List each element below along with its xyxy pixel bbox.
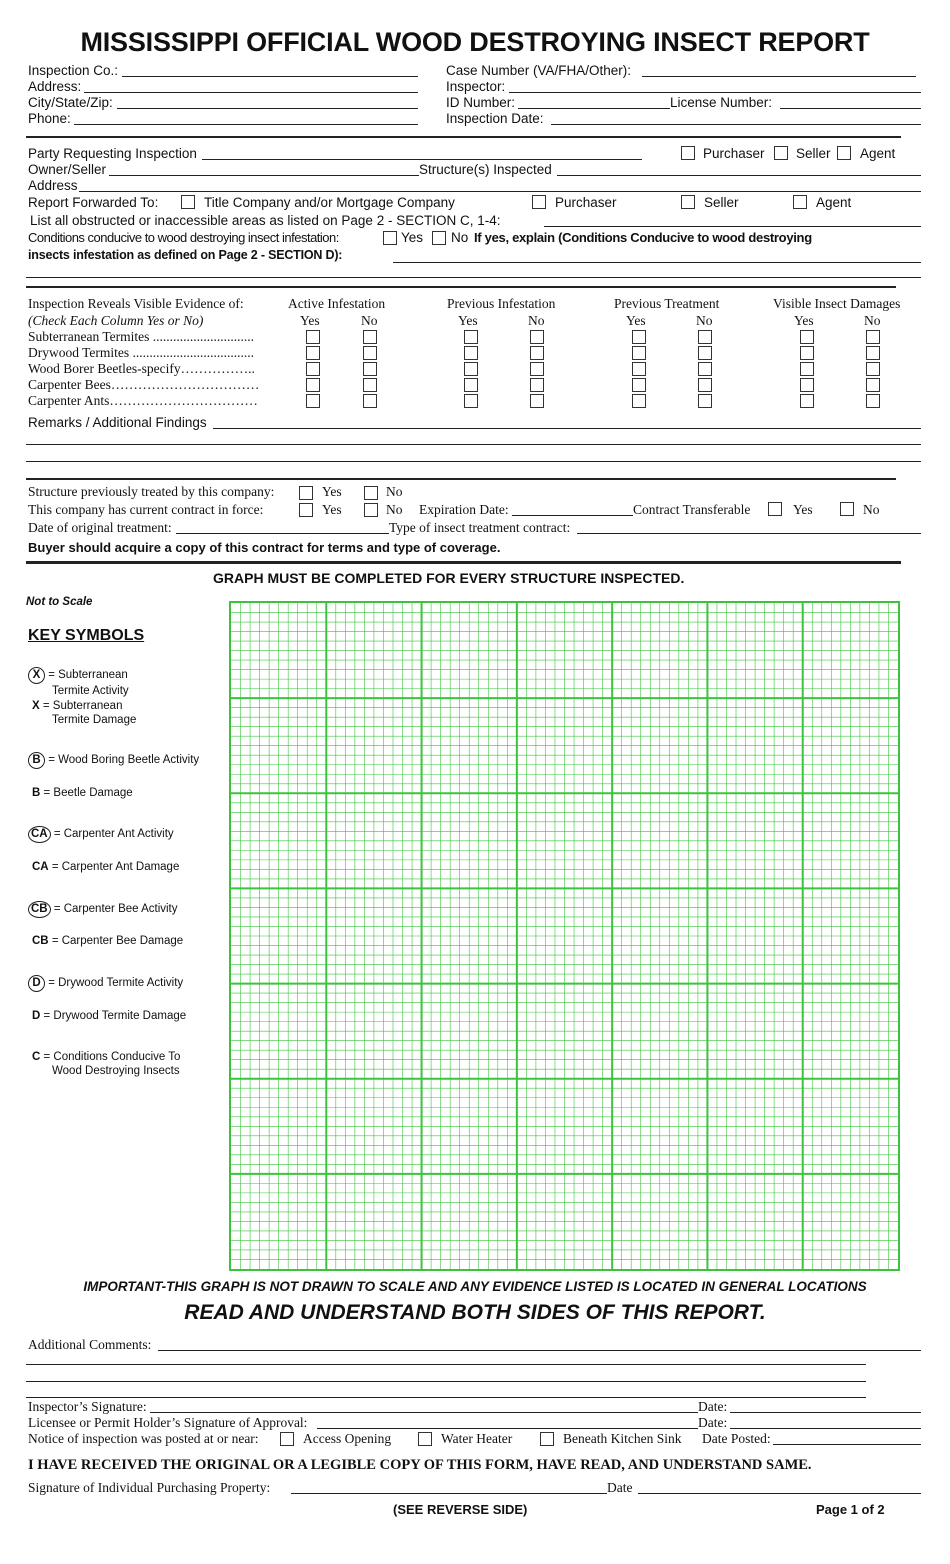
purchasing-date-label: Date	[607, 1480, 633, 1495]
water-heater-label: Water Heater	[441, 1431, 513, 1446]
transferable-yes-label: Yes	[793, 502, 813, 517]
key-symbol-item	[28, 901, 178, 918]
type-contract-field[interactable]	[577, 533, 921, 534]
inspector-signature-field[interactable]	[150, 1412, 698, 1413]
conditions-explain-field-2[interactable]	[26, 277, 921, 278]
key-symbol-desc-2: Termite Activity	[52, 685, 129, 697]
col-previous-infestation: Previous Infestation	[447, 296, 556, 311]
evidence-heading: Inspection Reveals Visible Evidence of:	[28, 296, 244, 311]
address-label: Address:	[28, 79, 82, 94]
col-visible-insect-damages: Visible Insect Damages	[773, 296, 901, 311]
col-active-infestation: Active Infestation	[288, 296, 386, 311]
previously-treated-yes-checkbox[interactable]	[299, 486, 313, 500]
evidence-checkbox[interactable]	[530, 362, 544, 376]
section-divider	[26, 561, 901, 564]
inspector-signature-label: Inspector’s Signature:	[28, 1399, 147, 1414]
party-address-field[interactable]	[79, 191, 921, 192]
section-divider	[26, 286, 896, 288]
evidence-checkbox[interactable]	[800, 362, 814, 376]
if-yes-explain-2: insects infestation as defined on Page 2 - SECTION D):	[28, 248, 343, 262]
case-number-field[interactable]	[642, 76, 916, 77]
evidence-checkbox[interactable]	[363, 362, 377, 376]
conditions-no-checkbox[interactable]	[432, 231, 446, 245]
forward-agent-label: Agent	[816, 195, 852, 210]
id-number-label: ID Number:	[446, 95, 516, 110]
phone-label: Phone:	[28, 111, 71, 126]
evidence-checkbox[interactable]	[363, 346, 377, 360]
evidence-checkbox[interactable]	[800, 346, 814, 360]
remarks-label: Remarks / Additional Findings	[28, 415, 207, 430]
additional-comments-label: Additional Comments:	[28, 1337, 152, 1352]
date-posted-field[interactable]	[773, 1444, 921, 1445]
transferable-label: Contract Transferable	[633, 502, 751, 517]
symbol: D	[32, 1010, 41, 1022]
inspector-date-field[interactable]	[730, 1412, 921, 1413]
current-contract-no-checkbox[interactable]	[364, 503, 378, 517]
water-heater-checkbox[interactable]	[418, 1432, 432, 1446]
evidence-checkbox[interactable]	[698, 378, 712, 392]
inspection-date-field[interactable]	[551, 124, 921, 125]
owner-seller-field[interactable]	[109, 175, 419, 176]
city-state-zip-label: City/State/Zip:	[28, 95, 113, 110]
date-posted-label: Date Posted:	[702, 1431, 771, 1446]
key-symbols-title: KEY SYMBOLS	[28, 627, 145, 644]
address-field[interactable]	[84, 92, 418, 93]
symbol: C	[32, 1051, 41, 1063]
previously-treated-no-checkbox[interactable]	[364, 486, 378, 500]
page-number: Page 1 of 2	[816, 1502, 885, 1517]
key-symbol-desc: = Conditions Conducive To	[40, 1051, 181, 1063]
structure-graph[interactable]	[229, 601, 900, 1271]
col-no-label: No	[528, 313, 545, 328]
evidence-checkbox[interactable]	[632, 346, 646, 360]
inspection-co-field[interactable]	[122, 76, 418, 77]
evidence-checkbox[interactable]	[464, 330, 478, 344]
conditions-yes-label: Yes	[401, 230, 424, 245]
current-contract-no-label: No	[386, 502, 403, 517]
party-requesting-field[interactable]	[202, 159, 642, 160]
circled-symbol: CA	[28, 826, 51, 843]
key-symbol-item	[28, 699, 136, 727]
evidence-checkbox[interactable]	[800, 378, 814, 392]
licensee-date-label: Date:	[698, 1415, 728, 1430]
not-to-scale-label: Not to Scale	[26, 596, 93, 608]
see-reverse-side: (SEE REVERSE SIDE)	[393, 1502, 528, 1517]
forward-purchaser-checkbox[interactable]	[532, 195, 546, 209]
date-original-label: Date of original treatment:	[28, 520, 172, 535]
key-symbol-desc: = Carpenter Bee Activity	[50, 903, 178, 915]
key-symbol-desc: = Subterranean	[45, 669, 128, 681]
evidence-checkbox[interactable]	[530, 378, 544, 392]
id-number-field[interactable]	[518, 108, 670, 109]
evidence-subheading: (Check Each Column Yes or No)	[28, 313, 204, 328]
evidence-checkbox[interactable]	[632, 378, 646, 392]
circled-symbol: CB	[28, 901, 51, 918]
key-symbol-item	[28, 975, 183, 992]
inspection-co-label: Inspection Co.:	[28, 63, 119, 78]
party-agent-checkbox[interactable]	[837, 146, 851, 160]
evidence-checkbox[interactable]	[698, 394, 712, 408]
key-symbol-item	[28, 786, 133, 800]
conditions-yes-checkbox[interactable]	[383, 231, 397, 245]
evidence-checkbox[interactable]	[306, 394, 320, 408]
evidence-checkbox[interactable]	[632, 330, 646, 344]
conditions-label: Conditions conducive to wood destroying insect infestation:	[28, 230, 339, 245]
evidence-checkbox[interactable]	[632, 362, 646, 376]
evidence-checkbox[interactable]	[363, 378, 377, 392]
circled-symbol: B	[28, 752, 45, 769]
evidence-checkbox[interactable]	[306, 378, 320, 392]
remarks-field-2[interactable]	[26, 444, 921, 445]
evidence-checkbox[interactable]	[866, 394, 880, 408]
previously-treated-label: Structure previously treated by this company:	[28, 484, 275, 499]
symbol: CA	[32, 861, 49, 873]
key-symbol-item	[28, 860, 179, 874]
evidence-checkbox[interactable]	[530, 346, 544, 360]
signature-purchasing-field[interactable]	[291, 1493, 607, 1494]
current-contract-label: This company has current contract in force:	[28, 502, 264, 517]
section-divider	[26, 136, 901, 138]
expiration-date-label: Expiration Date:	[419, 502, 509, 517]
forward-purchaser-label: Purchaser	[555, 195, 617, 210]
key-symbol-item	[28, 752, 199, 769]
licensee-signature-field[interactable]	[317, 1428, 698, 1429]
forward-seller-checkbox[interactable]	[681, 195, 695, 209]
party-seller-label: Seller	[796, 146, 831, 161]
evidence-checkbox[interactable]	[866, 362, 880, 376]
key-symbol-item	[28, 826, 174, 843]
party-requesting-label: Party Requesting Inspection	[28, 146, 197, 161]
evidence-checkbox[interactable]	[306, 362, 320, 376]
city-state-zip-field[interactable]	[117, 108, 418, 109]
licensee-date-field[interactable]	[730, 1428, 921, 1429]
key-symbol-item	[28, 934, 183, 948]
section-divider	[26, 478, 896, 480]
evidence-checkbox[interactable]	[530, 394, 544, 408]
previously-treated-yes-label: Yes	[322, 484, 342, 499]
key-symbol-item	[28, 1050, 180, 1078]
signature-purchasing-label: Signature of Individual Purchasing Property:	[28, 1480, 271, 1495]
evidence-checkbox[interactable]	[464, 362, 478, 376]
evidence-checkbox[interactable]	[464, 378, 478, 392]
evidence-checkbox[interactable]	[306, 330, 320, 344]
key-symbol-desc: = Carpenter Ant Damage	[48, 861, 180, 873]
evidence-checkbox[interactable]	[306, 346, 320, 360]
party-purchaser-label: Purchaser	[703, 146, 765, 161]
license-number-label: License Number:	[670, 95, 773, 110]
col-yes-label: Yes	[300, 313, 320, 328]
row-subterranean-termites: Subterranean Termites ..............................	[28, 329, 255, 344]
inspector-field[interactable]	[509, 92, 921, 93]
if-yes-explain-1: If yes, explain (Conditions Conducive to wood destroying	[474, 230, 812, 245]
purchasing-date-field[interactable]	[638, 1493, 921, 1494]
important-note: IMPORTANT-THIS GRAPH IS NOT DRAWN TO SCALE AND ANY EVIDENCE LISTED IS LOCATED IN GENERAL LOCATIONS	[83, 1279, 867, 1294]
evidence-checkbox[interactable]	[866, 330, 880, 344]
row-carpenter-bees: Carpenter Bees……………………………	[28, 377, 260, 392]
access-opening-label: Access Opening	[303, 1431, 392, 1446]
evidence-checkbox[interactable]	[632, 394, 646, 408]
row-wood-borer-beetles: Wood Borer Beetles-specify……………..	[28, 361, 255, 376]
evidence-checkbox[interactable]	[800, 394, 814, 408]
case-number-label: Case Number (VA/FHA/Other):	[446, 63, 632, 78]
col-no-label: No	[361, 313, 378, 328]
owner-seller-label: Owner/Seller	[28, 162, 107, 177]
evidence-checkbox[interactable]	[464, 346, 478, 360]
forward-agent-checkbox[interactable]	[793, 195, 807, 209]
conditions-no-label: No	[451, 230, 469, 245]
evidence-checkbox[interactable]	[698, 346, 712, 360]
license-number-field[interactable]	[780, 108, 921, 109]
key-symbol-desc: = Wood Boring Beetle Activity	[45, 754, 200, 766]
previously-treated-no-label: No	[386, 484, 403, 499]
graph-grid[interactable]	[231, 603, 898, 1269]
inspector-label: Inspector:	[446, 79, 506, 94]
party-address-label: Address	[28, 178, 78, 193]
key-symbol-item	[28, 667, 129, 698]
evidence-checkbox[interactable]	[698, 362, 712, 376]
evidence-checkbox[interactable]	[866, 346, 880, 360]
remarks-field[interactable]	[213, 428, 921, 429]
remarks-field-3[interactable]	[26, 461, 921, 462]
transferable-no-label: No	[863, 502, 880, 517]
licensee-signature-label: Licensee or Permit Holder’s Signature of Approval:	[28, 1415, 308, 1430]
row-drywood-termites: Drywood Termites ....................................	[28, 345, 255, 360]
key-symbol-desc: = Carpenter Ant Activity	[50, 828, 174, 840]
col-previous-treatment: Previous Treatment	[614, 296, 720, 311]
additional-comments-field[interactable]	[158, 1350, 921, 1351]
circled-symbol: D	[28, 975, 45, 992]
evidence-checkbox[interactable]	[866, 378, 880, 392]
access-opening-checkbox[interactable]	[280, 1432, 294, 1446]
evidence-checkbox[interactable]	[698, 330, 712, 344]
key-symbol-desc: = Drywood Termite Activity	[45, 977, 184, 989]
row-carpenter-ants: Carpenter Ants……………………………	[28, 393, 258, 408]
transferable-yes-checkbox[interactable]	[768, 502, 782, 516]
party-purchaser-checkbox[interactable]	[681, 146, 695, 160]
obstructed-areas-field[interactable]	[544, 226, 921, 227]
title-company-checkbox[interactable]	[181, 195, 195, 209]
title-company-label: Title Company and/or Mortgage Company	[204, 195, 455, 210]
structures-label: Structure(s) Inspected	[419, 162, 552, 177]
key-symbol-desc: = Carpenter Bee Damage	[48, 935, 184, 947]
symbol: CB	[32, 935, 49, 947]
col-yes-label: Yes	[794, 313, 814, 328]
party-agent-label: Agent	[860, 146, 896, 161]
col-no-label: No	[864, 313, 881, 328]
beneath-sink-checkbox[interactable]	[540, 1432, 554, 1446]
evidence-checkbox[interactable]	[530, 330, 544, 344]
col-yes-label: Yes	[458, 313, 478, 328]
inspection-date-label: Inspection Date:	[446, 111, 544, 126]
key-symbol-desc-2: Termite Damage	[52, 714, 137, 726]
buyer-note: Buyer should acquire a copy of this contract for terms and type of coverage.	[28, 540, 501, 555]
read-both-sides: READ AND UNDERSTAND BOTH SIDES OF THIS REPORT.	[184, 1301, 766, 1324]
date-original-field[interactable]	[176, 533, 389, 534]
structures-field[interactable]	[557, 175, 921, 176]
symbol: B	[32, 787, 41, 799]
transferable-no-checkbox[interactable]	[840, 502, 854, 516]
received-statement: I HAVE RECEIVED THE ORIGINAL OR A LEGIBLE COPY OF THIS FORM, HAVE READ, AND UNDERSTAND SAME.	[28, 1457, 812, 1473]
key-symbol-desc: = Beetle Damage	[40, 787, 133, 799]
key-symbol-desc: = Subterranean	[39, 700, 123, 712]
forward-seller-label: Seller	[704, 195, 739, 210]
type-contract-label: Type of insect treatment contract:	[389, 520, 571, 535]
obstructed-areas-label: List all obstructed or inaccessible areas as listed on Page 2 - SECTION C, 1-4:	[30, 213, 501, 228]
evidence-checkbox[interactable]	[464, 394, 478, 408]
symbol: X	[32, 700, 40, 712]
evidence-checkbox[interactable]	[363, 394, 377, 408]
current-contract-yes-checkbox[interactable]	[299, 503, 313, 517]
graph-heading: GRAPH MUST BE COMPLETED FOR EVERY STRUCTURE INSPECTED.	[213, 570, 685, 586]
current-contract-yes-label: Yes	[322, 502, 342, 517]
circled-symbol: X	[28, 667, 45, 684]
conditions-explain-field[interactable]	[393, 262, 921, 263]
party-seller-checkbox[interactable]	[774, 146, 788, 160]
evidence-checkbox[interactable]	[800, 330, 814, 344]
forwarded-to-label: Report Forwarded To:	[28, 195, 159, 210]
col-yes-label: Yes	[626, 313, 646, 328]
additional-comments-field-2[interactable]	[26, 1364, 866, 1365]
beneath-sink-label: Beneath Kitchen Sink	[563, 1431, 682, 1446]
inspector-date-label: Date:	[698, 1399, 728, 1414]
key-symbol-item	[28, 1009, 186, 1023]
key-symbol-desc: = Drywood Termite Damage	[40, 1010, 187, 1022]
notice-posted-label: Notice of inspection was posted at or near:	[28, 1431, 259, 1446]
phone-field[interactable]	[74, 124, 418, 125]
report-title: MISSISSIPPI OFFICIAL WOOD DESTROYING INSECT REPORT	[80, 27, 870, 57]
expiration-date-field[interactable]	[512, 515, 633, 516]
additional-comments-field-3[interactable]	[26, 1381, 866, 1382]
col-no-label: No	[696, 313, 713, 328]
key-symbol-desc-2: Wood Destroying Insects	[52, 1065, 180, 1077]
evidence-checkbox[interactable]	[363, 330, 377, 344]
additional-comments-field-4[interactable]	[26, 1397, 866, 1398]
